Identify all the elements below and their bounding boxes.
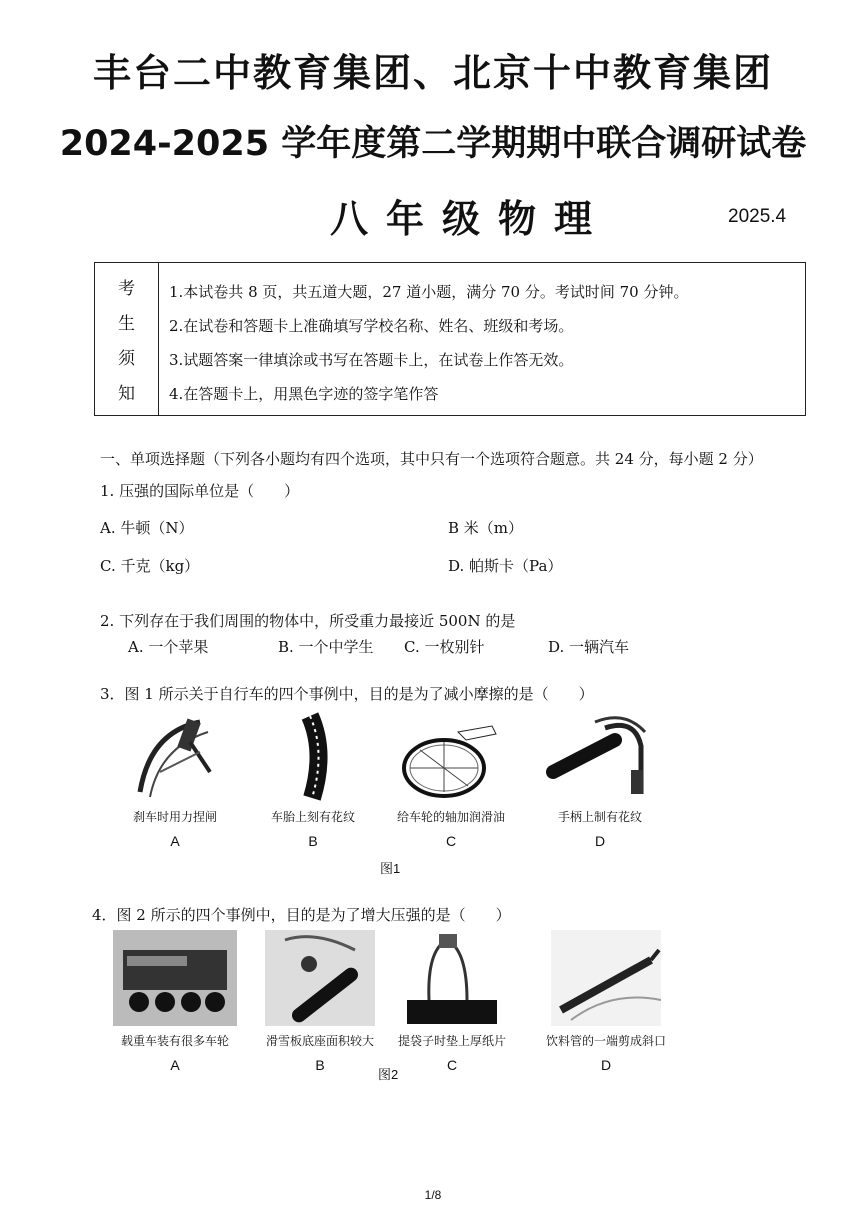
notice-side-label <box>95 263 159 415</box>
q1-option-c: C. 千克（kg） <box>100 557 200 575</box>
notice-side-char: 考 <box>118 279 135 299</box>
notice-side-char: 须 <box>118 349 135 369</box>
figure-letter: C <box>445 833 457 849</box>
title-line-1: 丰台二中教育集团、北京十中教育集团 <box>92 51 773 95</box>
question-1-stem: 1. 压强的国际单位是（ ） <box>100 482 300 500</box>
notice-line: 4.在答题卡上，用黑色字迹的签字笔作答 <box>169 385 439 403</box>
title-line-2: 2024-2025 学年度第二学期期中联合调研试卷 <box>59 124 807 164</box>
subject-title: 八年级物理 <box>330 197 611 241</box>
q4-figure-b <box>255 930 385 1073</box>
figure-caption: 饮料管的一端剪成斜口 <box>545 1034 666 1048</box>
question-2-stem: 2. 下列存在于我们周围的物体中，所受重力最接近 500N 的是 <box>100 612 516 630</box>
notice-line: 2.在试卷和答题卡上准确填写学校名称、姓名、班级和考场。 <box>169 317 574 335</box>
brake-lever-image <box>130 712 220 802</box>
figure-caption: 车胎上刻有花纹 <box>270 810 355 824</box>
figure-caption: 滑雪板底座面积较大 <box>265 1034 374 1048</box>
tire-tread-image <box>268 712 358 802</box>
q1-option-d: D. 帕斯卡（Pa） <box>448 557 563 575</box>
q3-figure-d <box>540 712 660 849</box>
exam-date: 2025.4 <box>728 206 787 227</box>
q3-figure-b <box>258 712 368 849</box>
q2-option-a: A. 一个苹果 <box>128 638 209 656</box>
figure-caption: 载重车装有很多车轮 <box>120 1034 229 1048</box>
wheel-oil-image <box>396 712 506 802</box>
notice-lines <box>169 275 797 411</box>
q4-figure-c <box>390 930 514 1073</box>
figure-1-label: 图1 <box>380 861 401 876</box>
figure-letter: B <box>315 1057 325 1073</box>
notice-line: 1.本试卷共 8 页，共五道大题，27 道小题，满分 70 分。考试时间 70 分钟。 <box>169 283 689 301</box>
snowboard-image <box>265 930 375 1026</box>
figure-letter: D <box>600 1057 612 1073</box>
question-4-stem: 4．图 2 所示的四个事例中，目的是为了增大压强的是（ ） <box>92 906 511 924</box>
notice-side-char: 生 <box>118 314 135 334</box>
handlebar-grip-image <box>545 712 655 802</box>
heavy-truck-image <box>113 930 237 1026</box>
q2-option-b: B. 一个中学生 <box>278 638 374 656</box>
figure-letter: D <box>594 833 606 849</box>
figure-letter: C <box>446 1057 458 1073</box>
figure-caption: 刹车时用力捏闸 <box>132 810 217 824</box>
figure-letter: B <box>308 833 318 849</box>
section-heading: 一、单项选择题（下列各小题均有四个选项，其中只有一个选项符合题意。共 24 分，每小题 2 分） <box>100 450 763 468</box>
figure-2-label: 图2 <box>378 1067 399 1082</box>
q1-option-a: A. 牛顿（N） <box>100 519 194 537</box>
q1-option-b: B 米（m） <box>448 519 524 537</box>
candidate-notice-box <box>94 262 806 416</box>
q3-figure-c <box>386 712 516 849</box>
question-3-stem: 3．图 1 所示关于自行车的四个事例中，目的是为了减小摩擦的是（ ） <box>100 685 594 703</box>
q4-figure-a <box>110 930 240 1073</box>
bag-handle-image <box>397 930 507 1026</box>
q2-option-d: D. 一辆汽车 <box>548 638 630 656</box>
q3-figure-a <box>120 712 230 849</box>
figure-caption: 提袋子时垫上厚纸片 <box>397 1034 506 1048</box>
page-number: 1/8 <box>424 1188 442 1202</box>
figure-caption: 手柄上制有花纹 <box>557 810 642 824</box>
figure-letter: A <box>170 833 180 849</box>
notice-line: 3.试题答案一律填涂或书写在答题卡上，在试卷上作答无效。 <box>169 351 574 369</box>
q2-option-c: C. 一枚别针 <box>404 638 485 656</box>
straw-image <box>551 930 661 1026</box>
figure-letter: A <box>170 1057 180 1073</box>
notice-side-char: 知 <box>118 384 135 404</box>
figure-caption: 给车轮的轴加润滑油 <box>396 810 505 824</box>
q4-figure-d <box>544 930 668 1073</box>
